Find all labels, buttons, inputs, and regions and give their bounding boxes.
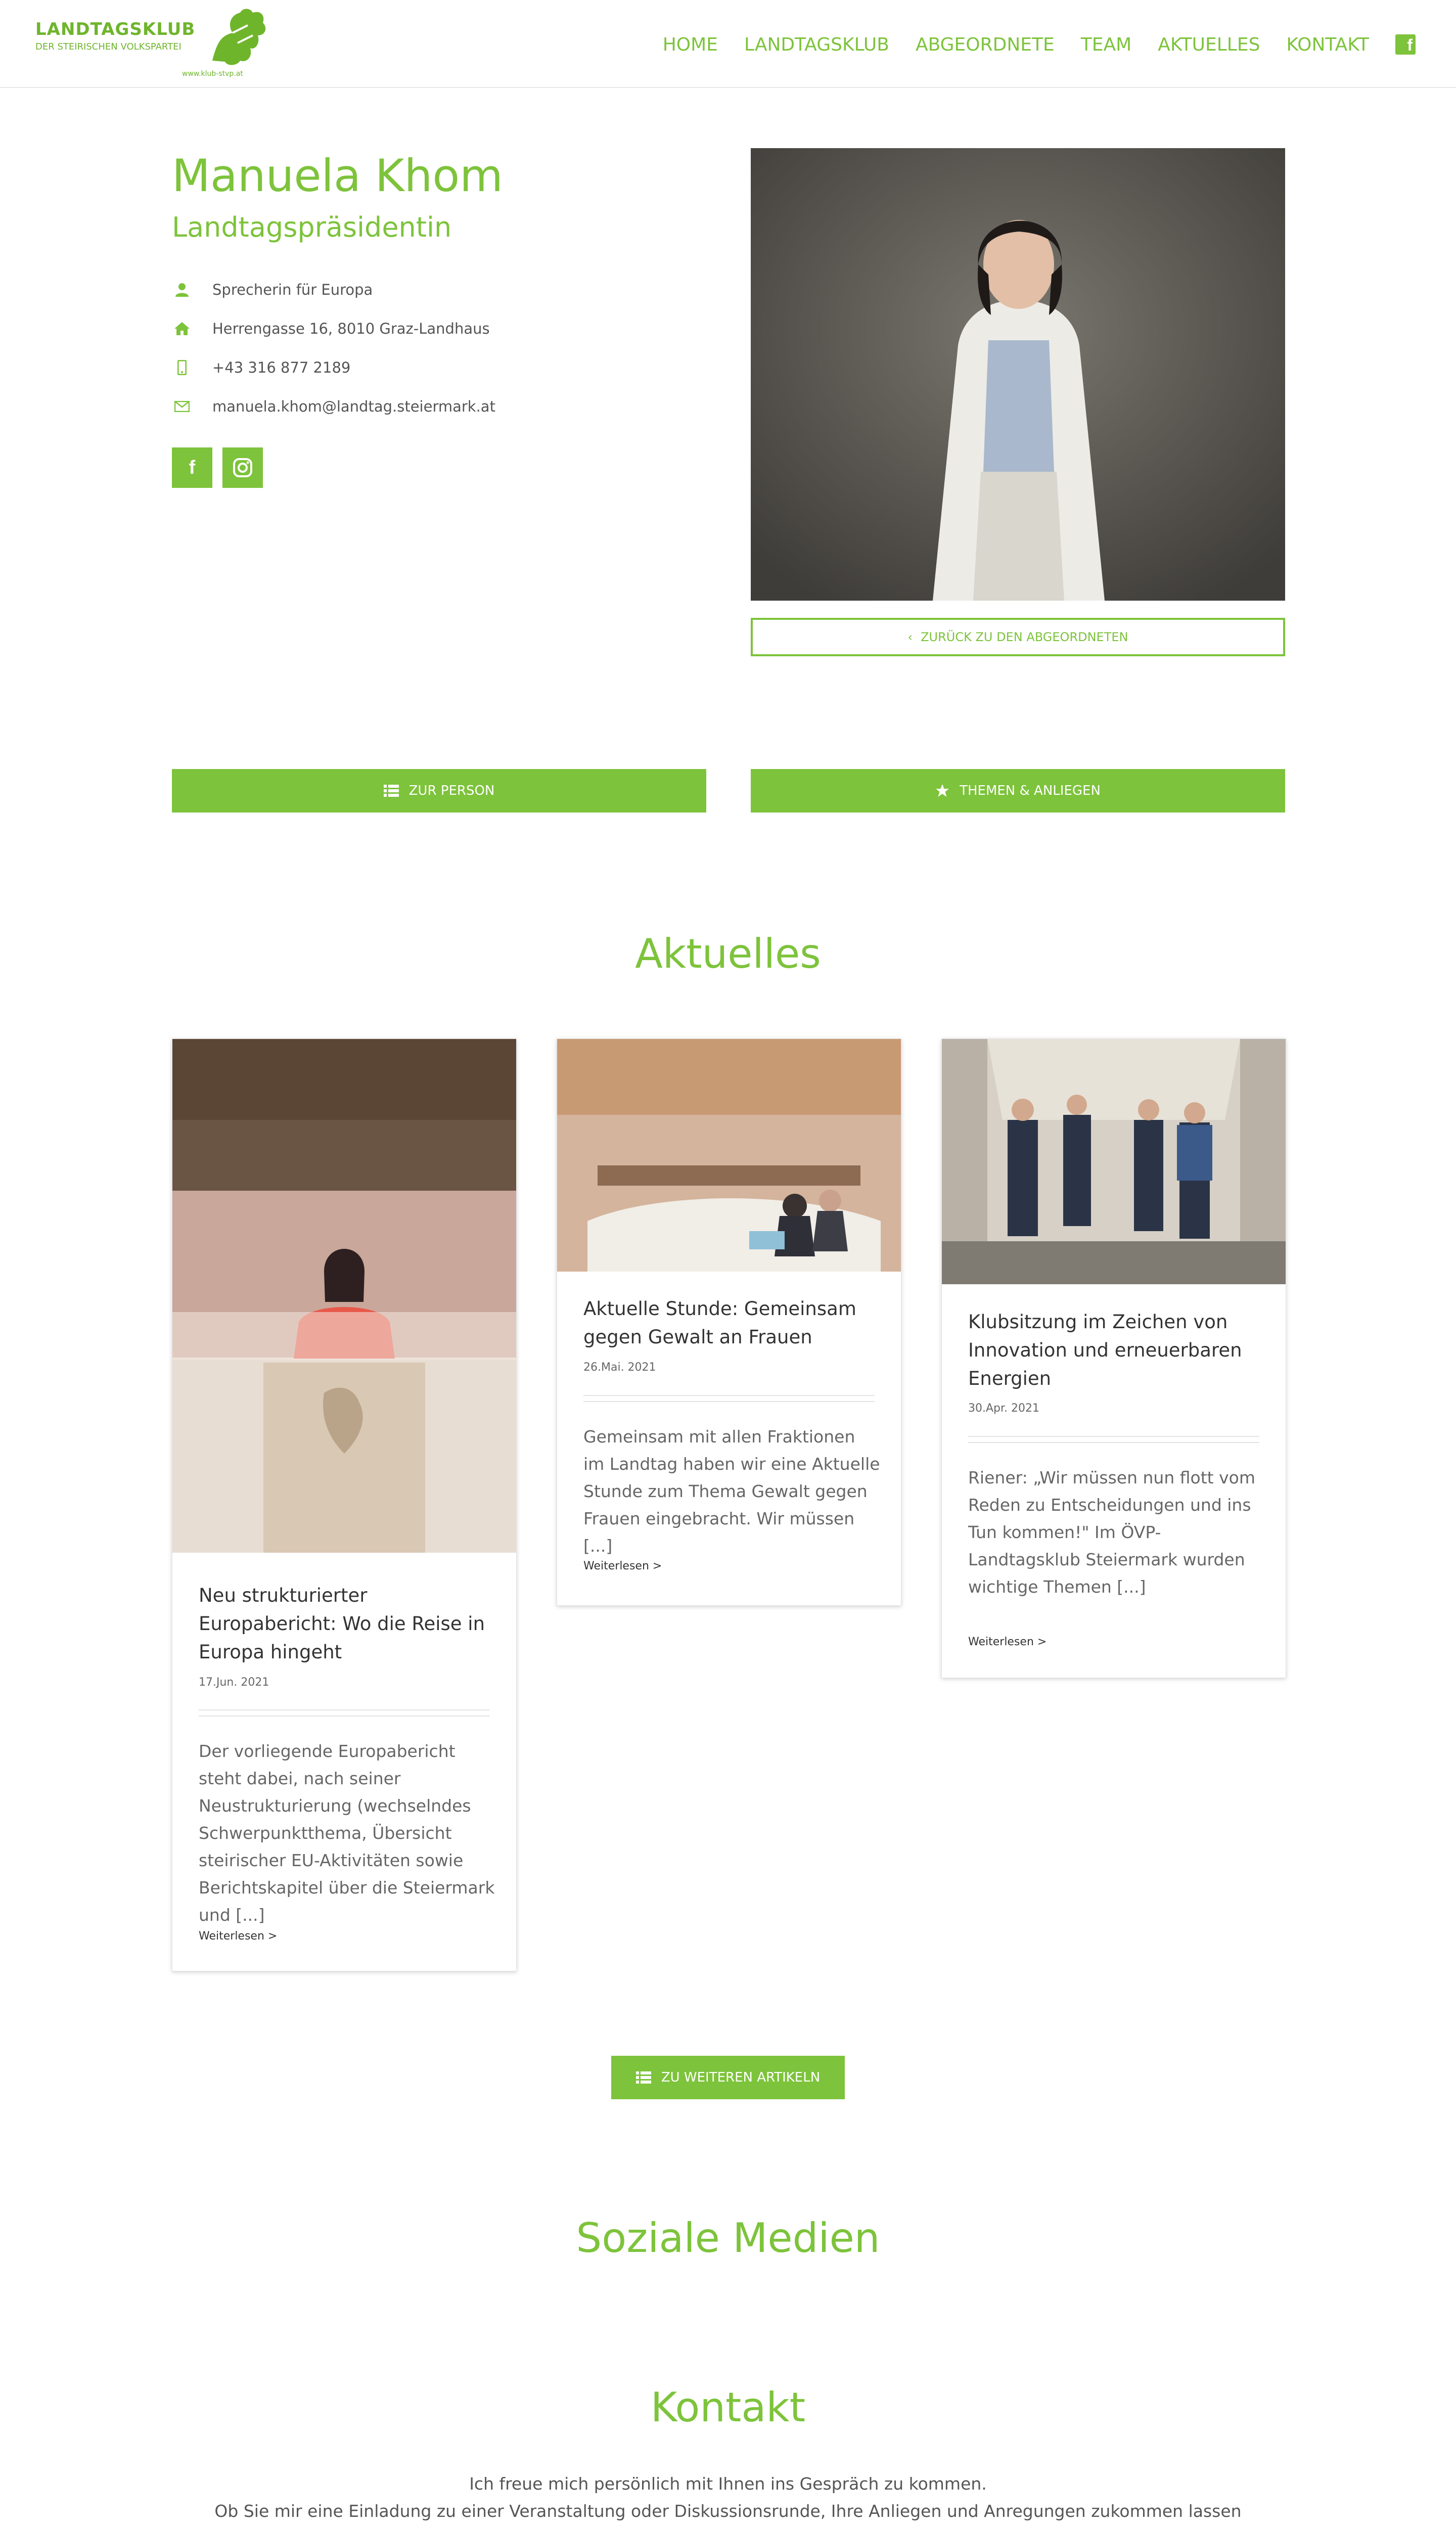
themen-label: THEMEN & ANLIEGEN — [960, 783, 1101, 798]
news-more-2[interactable]: Weiterlesen > — [583, 1560, 662, 1572]
person-role: Landtagspräsidentin — [172, 211, 452, 243]
site-logo[interactable] — [35, 5, 268, 81]
nav-abgeordnete[interactable]: ABGEORDNETE — [915, 34, 1055, 55]
news-more-3[interactable]: Weiterlesen > — [968, 1636, 1047, 1648]
news-date-1: 17.Jun. 2021 — [199, 1676, 269, 1689]
chevron-right-icon: > — [1037, 1636, 1047, 1648]
facebook-icon[interactable]: f — [1395, 34, 1416, 55]
contact-intro-line: Ob Sie mir eine Einladung zu einer Veranstaltung oder Diskussionsrunde, Ihre Anliegen und Anregungen zukommen lassen — [214, 2501, 1242, 2521]
star-icon — [935, 784, 949, 798]
news-excerpt-3: Riener: „Wir müssen nun flott vom Reden zu Entscheidungen und ins Tun kommen!" Im ÖVP-Landtagsklub Steiermark wurden wichtige Themen [...] — [968, 1468, 1255, 1597]
contact-intro-line — [0, 2525, 1456, 2528]
logo-url: www.klub-stvp.at — [182, 70, 243, 78]
back-to-members-button[interactable] — [751, 618, 1285, 656]
nav-home[interactable]: HOME — [662, 34, 718, 55]
zur-person-label: ZUR PERSON — [408, 783, 495, 798]
user-icon — [172, 280, 192, 300]
news-card-2[interactable] — [557, 1039, 901, 1606]
news-separator-1 — [199, 1709, 490, 1717]
person-name: Manuela Khom — [172, 150, 503, 202]
person-photo — [751, 148, 1285, 601]
news-image-1[interactable] — [172, 1039, 516, 1553]
news-card-3[interactable] — [941, 1039, 1286, 1678]
profile-facebook-icon[interactable]: f — [172, 447, 212, 488]
logo-title: LANDTAGSKLUB — [35, 19, 196, 39]
logo-subtitle: DER STEIRISCHEN VOLKSPARTEI — [35, 41, 181, 52]
chevron-right-icon: > — [267, 1930, 278, 1943]
address-text: Herrengasse 16, 8010 Graz-Landhaus — [212, 320, 490, 337]
nav-kontakt[interactable]: KONTAKT — [1286, 34, 1369, 55]
back-button-label: ZURÜCK ZU DEN ABGEORDNETEN — [921, 630, 1128, 644]
news-section-title: Aktuelles — [635, 930, 821, 977]
social-section-title: Soziale Medien — [576, 2215, 880, 2262]
news-excerpt-2: Gemeinsam mit allen Fraktionen im Landtag haben wir eine Aktuelle Stunde zum Thema Gewalt gegen Frauen eingebracht. Wir müssen [...] — [583, 1427, 880, 1556]
news-date-3: 30.Apr. 2021 — [968, 1402, 1040, 1415]
list-icon — [384, 785, 399, 797]
chevron-left-icon: ‹ — [907, 630, 913, 644]
chevron-right-icon: > — [652, 1560, 662, 1572]
news-separator-3 — [968, 1436, 1259, 1443]
list-icon — [636, 2071, 651, 2084]
more-articles-label: ZU WEITEREN ARTIKELN — [661, 2070, 821, 2085]
info-phone — [172, 355, 350, 380]
info-spokesperson — [172, 277, 373, 302]
phone-icon — [172, 357, 192, 378]
nav-landtagsklub[interactable]: LANDTAGSKLUB — [744, 34, 889, 55]
news-title-2[interactable]: Aktuelle Stunde: Gemeinsam gegen Gewalt an Frauen — [583, 1298, 856, 1348]
news-date-2: 26.Mai. 2021 — [583, 1361, 656, 1374]
themen-anliegen-button[interactable] — [751, 769, 1285, 812]
info-address — [172, 316, 490, 341]
news-image-3[interactable] — [942, 1039, 1286, 1284]
site-header — [0, 0, 1456, 88]
zur-person-button[interactable] — [172, 769, 706, 812]
nav-aktuelles[interactable]: AKTUELLES — [1158, 34, 1260, 55]
nav-team[interactable]: TEAM — [1080, 34, 1132, 55]
phone-text[interactable]: +43 316 877 2189 — [212, 359, 351, 376]
news-more-1[interactable]: Weiterlesen > — [199, 1930, 278, 1943]
news-title-1[interactable]: Neu strukturierter Europabericht: Wo die Reise in Europa hingeht — [199, 1585, 485, 1663]
contact-section-title: Kontakt — [650, 2384, 806, 2431]
contact-intro — [0, 2470, 1456, 2528]
news-card-1[interactable] — [172, 1039, 517, 1971]
news-title-3[interactable]: Klubsitzung im Zeichen von Innovation und erneuerbaren Energien — [968, 1311, 1242, 1389]
news-excerpt-1: Der vorliegende Europabericht steht dabei, nach seiner Neustrukturierung (wechselndes Schwerpunktthema, Übersicht steirischer EU-Aktivitäten sowie Berichtskapitel über die Steiermark und [...] — [199, 1741, 495, 1925]
main-nav — [663, 29, 1416, 60]
news-separator-2 — [583, 1395, 875, 1402]
news-image-2[interactable] — [557, 1039, 901, 1272]
profile-instagram-icon[interactable] — [222, 447, 263, 488]
email-text[interactable]: manuela.khom@landtag.steiermark.at — [212, 398, 495, 415]
info-email — [172, 394, 495, 419]
panther-logo-icon — [202, 5, 273, 71]
more-articles-button[interactable] — [611, 2056, 845, 2099]
spokesperson-text: Sprecherin für Europa — [212, 281, 373, 298]
mail-icon — [172, 396, 192, 417]
contact-intro-line: Ich freue mich persönlich mit Ihnen ins Gespräch zu kommen. — [469, 2474, 987, 2494]
home-icon — [172, 319, 192, 339]
